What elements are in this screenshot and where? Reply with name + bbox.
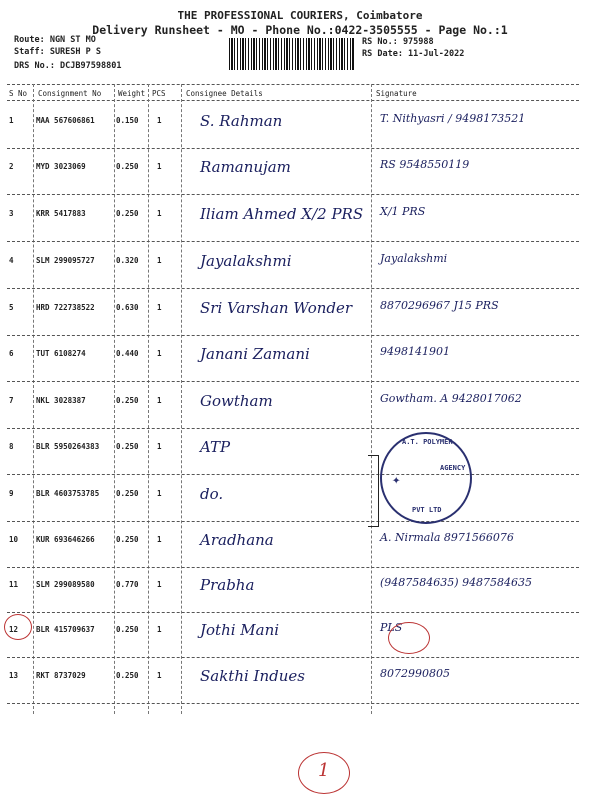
pls-circle-mark — [388, 622, 430, 654]
row-weight: 0.250 — [116, 396, 139, 405]
row-sno: 2 — [9, 162, 14, 171]
row-pcs: 1 — [157, 116, 162, 125]
header-bottom-rule — [7, 100, 579, 101]
row-divider — [7, 474, 579, 475]
row-pcs: 1 — [157, 162, 162, 171]
row-signature: (9487584635) 9487584635 — [380, 576, 533, 589]
row-weight: 0.250 — [116, 671, 139, 680]
company-title: THE PROFESSIONAL COURIERS, Coimbatore — [177, 9, 423, 22]
row-weight: 0.150 — [116, 116, 139, 125]
row-pcs: 1 — [157, 671, 162, 680]
runsheet-subtitle: Delivery Runsheet - MO - Phone No.:0422-3505555 - Page No.:1 — [92, 23, 508, 37]
row-pcs: 1 — [157, 442, 162, 451]
row-divider — [7, 612, 579, 613]
row-divider — [7, 148, 579, 149]
row-consignment: TUT 6108274 — [36, 349, 86, 358]
row-divider — [7, 703, 579, 704]
row-weight: 0.250 — [116, 209, 139, 218]
bracket-mark — [368, 455, 379, 527]
col-divider — [148, 84, 149, 714]
row-consignee: Jayalakshmi — [200, 252, 292, 270]
row-consignment: BLR 415709637 — [36, 625, 95, 634]
row-sno: 6 — [9, 349, 14, 358]
row-consignee: Jothi Mani — [200, 621, 280, 639]
row-divider — [7, 428, 579, 429]
row-divider — [7, 194, 579, 195]
row-weight: 0.770 — [116, 580, 139, 589]
row-signature: Gowtham. A 9428017062 — [380, 392, 522, 405]
row-sno: 5 — [9, 303, 14, 312]
company-stamp: A.T. POLYMER AGENCY PVT LTD ✦ — [380, 432, 472, 524]
row-signature: X/1 PRS — [380, 205, 426, 218]
row-sno: 10 — [9, 535, 19, 544]
row-sno: 11 — [9, 580, 19, 589]
row-weight: 0.440 — [116, 349, 139, 358]
row-consignment: KUR 693646266 — [36, 535, 95, 544]
row-consignee: Prabha — [200, 576, 255, 594]
col-weight: Weight — [118, 89, 146, 98]
row-sno: 1 — [9, 116, 14, 125]
row-consignment: BLR 5950264383 — [36, 442, 100, 451]
row-consignment: HRD 722738522 — [36, 303, 95, 312]
row-pcs: 1 — [157, 303, 162, 312]
row-sno: 12 — [9, 625, 19, 634]
row-sno: 9 — [9, 489, 14, 498]
drs-number: DRS No.: DCJB97598801 — [14, 61, 122, 71]
row-pcs: 1 — [157, 256, 162, 265]
col-pcs: PCS — [152, 89, 166, 98]
col-signature: Signature — [376, 89, 417, 98]
row-consignee: Gowtham — [200, 392, 273, 410]
row-pcs: 1 — [157, 209, 162, 218]
row-divider — [7, 657, 579, 658]
col-divider — [371, 84, 372, 714]
row-weight: 0.320 — [116, 256, 139, 265]
col-consignee: Consignee Details — [186, 89, 263, 98]
row-weight: 0.250 — [116, 535, 139, 544]
row-divider — [7, 567, 579, 568]
row-pcs: 1 — [157, 580, 162, 589]
rs-number: RS No.: 975988 — [362, 37, 434, 47]
row-pcs: 1 — [157, 535, 162, 544]
row-pcs: 1 — [157, 349, 162, 358]
row-consignment: MAA 567606861 — [36, 116, 95, 125]
row-consignee: Sri Varshan Wonder — [200, 299, 353, 317]
row-consignee: Aradhana — [200, 531, 274, 549]
row-consignee: Janani Zamani — [200, 345, 310, 363]
row-pcs: 1 — [157, 489, 162, 498]
row-sno: 4 — [9, 256, 14, 265]
page-mark: 1 — [318, 760, 330, 781]
row-signature: Jayalakshmi — [380, 252, 448, 265]
row-consignment: NKL 3028387 — [36, 396, 86, 405]
col-consignment: Consignment No — [38, 89, 102, 98]
row-pcs: 1 — [157, 396, 162, 405]
row-divider — [7, 335, 579, 336]
route-label: Route: NGN ST MO — [14, 35, 96, 45]
row-consignment: RKT 8737029 — [36, 671, 86, 680]
row-consignment: SLM 299089580 — [36, 580, 95, 589]
row-signature: 8072990805 — [380, 667, 450, 680]
header-top-rule — [7, 84, 579, 85]
row-weight: 0.630 — [116, 303, 139, 312]
row-consignment: KRR 5417883 — [36, 209, 86, 218]
row-signature: T. Nithyasri / 9498173521 — [380, 112, 526, 125]
row-consignee: Sakthi Indues — [200, 667, 305, 685]
row-divider — [7, 288, 579, 289]
row12-circle-mark — [4, 614, 32, 640]
row-pcs: 1 — [157, 625, 162, 634]
row-sno: 13 — [9, 671, 19, 680]
row-signature: 9498141901 — [380, 345, 450, 358]
row-consignment: BLR 4603753785 — [36, 489, 100, 498]
staff-label: Staff: SURESH P S — [14, 47, 101, 57]
row-consignment: SLM 299095727 — [36, 256, 95, 265]
col-divider — [181, 84, 182, 714]
row-signature: A. Nirmala 8971566076 — [380, 531, 514, 544]
row-sno: 8 — [9, 442, 14, 451]
row-divider — [7, 381, 579, 382]
col-sno: S No — [9, 89, 28, 98]
row-weight: 0.250 — [116, 489, 139, 498]
row-consignee: do. — [200, 485, 224, 503]
rs-date: RS Date: 11-Jul-2022 — [362, 49, 465, 59]
row-consignee: S. Rahman — [200, 112, 283, 130]
barcode — [229, 38, 355, 70]
col-divider — [114, 84, 115, 714]
row-signature: 8870296967 J15 PRS — [380, 299, 499, 312]
row-consignee: Ramanujam — [200, 158, 291, 176]
row-consignee: Iliam Ahmed X/2 PRS — [200, 205, 364, 223]
col-divider — [33, 84, 34, 714]
row-weight: 0.250 — [116, 162, 139, 171]
row-sno: 3 — [9, 209, 14, 218]
row-weight: 0.250 — [116, 625, 139, 634]
row-divider — [7, 521, 579, 522]
row-consignee: ATP — [200, 438, 231, 456]
row-sno: 7 — [9, 396, 14, 405]
row-signature: RS 9548550119 — [380, 158, 470, 171]
row-weight: 0.250 — [116, 442, 139, 451]
row-divider — [7, 241, 579, 242]
row-consignment: MYD 3023069 — [36, 162, 86, 171]
row-signature: PLS — [380, 621, 403, 634]
